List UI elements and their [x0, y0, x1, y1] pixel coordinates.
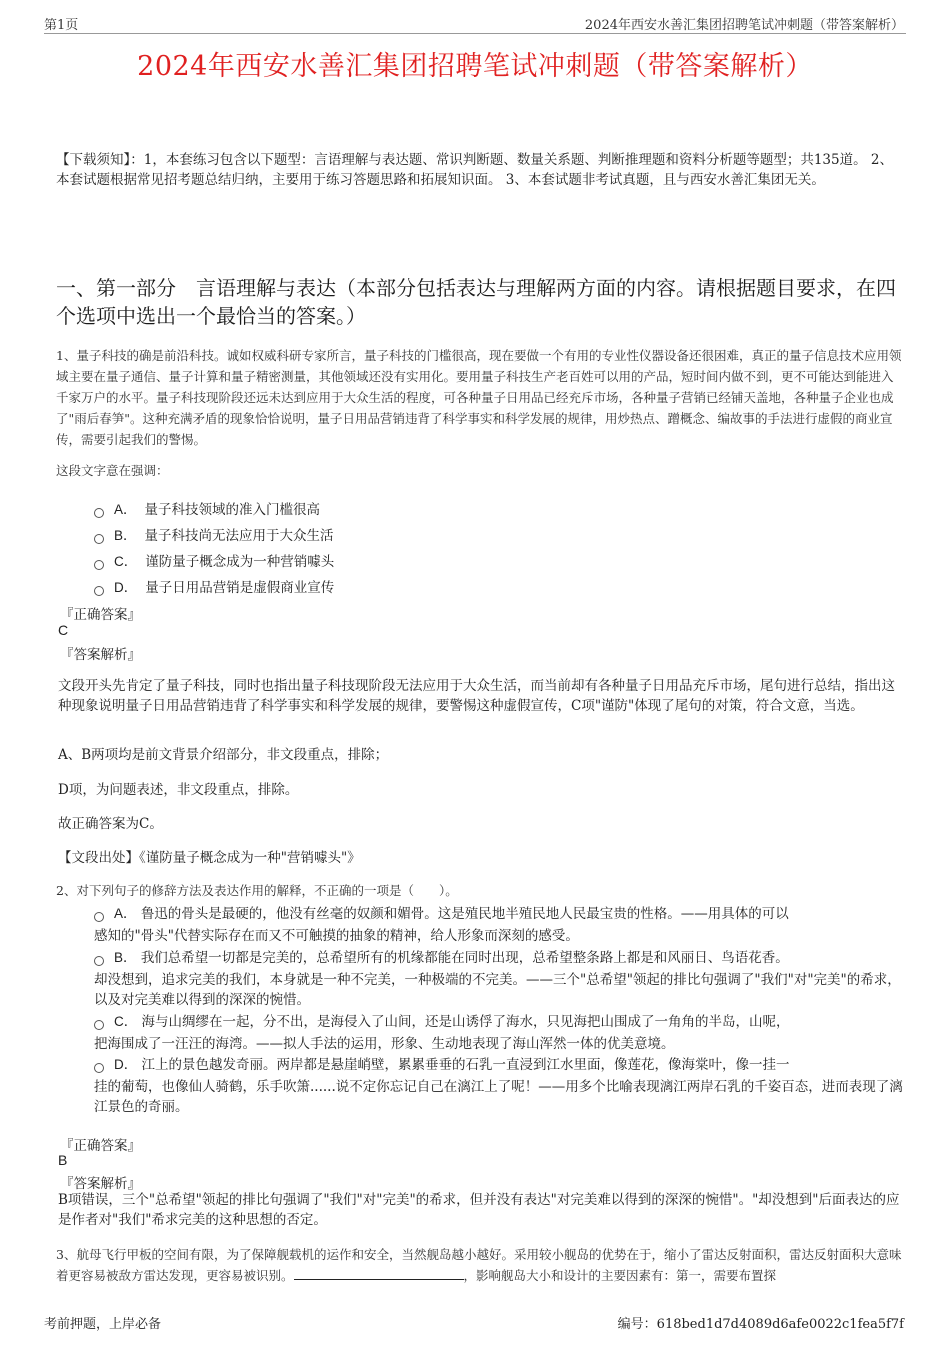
q2-option-c-continued: 把海围成了一汪汪的海湾。——拟人手法的运用，形象、生动地表现了海山浑然一体的优美意境。 — [94, 1036, 675, 1052]
download-notice: 【下载须知】：1，本套练习包含以下题型：言语理解与表达题、常识判断题、数量关系题、判断推理题和资料分析题等题型；共135道。 2、本套试题根据常见招考题总结归纳，主要用于练习答题思路和拓展知识面。 3、本套试题非考试真题，且与西安水善汇集团无关。 — [56, 152, 893, 188]
radio-icon[interactable] — [94, 912, 104, 922]
page-title: 2024年西安水善汇集团招聘笔试冲刺题（带答案解析） — [137, 51, 813, 82]
radio-icon[interactable] — [94, 956, 104, 966]
q1-option-b[interactable]: B． 量子科技尚无法应用于大众生活 — [94, 524, 334, 544]
q2-option-a[interactable]: A． 鲁迅的骨头是最硬的，他没有丝毫的奴颜和媚骨。这是殖民地半殖民地人民最宝贵的性格。——用具体的可以 — [94, 904, 904, 924]
q2-option-b-continued: 却没想到，追求完美的我们，本身就是一种不完美，一种极端的不完美。——三个"总希望"领起的排比句强调了"我们"对"完美"的希求，以及对完美难以得到的深深的惋惜。 — [94, 972, 901, 1008]
q1-option-d[interactable]: D． 量子日用品营销是虚假商业宣传 — [94, 576, 334, 596]
section-heading: 一、第一部分 言语理解与表达（本部分包括表达与理解两方面的内容。请根据题目要求，在四个选项中选出一个最恰当的答案。） — [56, 276, 896, 328]
q1-option-c[interactable]: C． 谨防量子概念成为一种营销噱头 — [94, 550, 334, 570]
q2-analysis-label: 『答案解析』 — [60, 1176, 141, 1192]
radio-icon[interactable] — [94, 586, 104, 596]
header-divider — [44, 33, 906, 34]
q1-answer: C — [58, 622, 69, 638]
q2-analysis: B项错误，三个"总希望"领起的排比句强调了"我们"对"完美"的希求，但并没有表达"对完美难以得到的深深的惋惜"。"却没想到"后面表达的应是作者对"我们"希求完美的这种思想的否定。 — [58, 1192, 900, 1228]
q2-option-a-continued: 感知的"骨头"代替实际存在而又不可触摸的抽象的精神，给人形象而深刻的感受。 — [94, 928, 579, 944]
q2-option-c[interactable]: C． 海与山绸缪在一起，分不出，是海侵入了山间，还是山诱俘了海水，只见海把山围成了一角角的半岛，山呢， — [94, 1012, 904, 1032]
q3-stem: 3、航母飞行甲板的空间有限，为了保障舰载机的运作和安全，当然舰岛越小越好。采用较小舰岛的优势在于，缩小了雷达反射面积，雷达反射面积大意味着更容易被敌方雷达发现，更容易被识别。 ，影响舰岛大小和设计的主要因素有：第一，需要布置探 — [56, 1247, 902, 1283]
q2-stem: 2、对下列句子的修辞方法及表达作用的解释，不正确的一项是（ ）。 — [56, 883, 458, 898]
q1-analysis-label: 『答案解析』 — [60, 647, 141, 663]
radio-icon[interactable] — [94, 508, 104, 518]
q1-answer-label: 『正确答案』 — [60, 607, 141, 623]
q2-option-d-continued: 挂的葡萄，也像仙人骑鹤，乐手吹箫......说不定你忘记自己在漓江上了呢！——用多个比喻表现漓江两岸石乳的千姿百态，进而表现了漓江景色的奇丽。 — [94, 1079, 903, 1115]
q1-source: 【文段出处】《谨防量子概念成为一种"营销噱头"》 — [58, 850, 361, 866]
q1-prompt: 这段文字意在强调： — [56, 463, 169, 478]
q2-answer: B — [58, 1152, 68, 1168]
footer-slogan: 考前押题，上岸必备 — [44, 1317, 162, 1332]
q2-option-d[interactable]: D． 江上的景色越发奇丽。两岸都是悬崖峭壁，累累垂垂的石乳一直浸到江水里面，像莲花，像海棠叶，像一挂一 — [94, 1055, 904, 1075]
radio-icon[interactable] — [94, 534, 104, 544]
q1-stem: 1、量子科技的确是前沿科技。诚如权威科研专家所言，量子科技的门槛很高，现在要做一个有用的专业性仪器设备还很困难，真正的量子信息技术应用领域主要在量子通信、量子计算和量子精密测量，其他领域还没有实用化。要用量子科技生产老百姓可以用的产品，短时间内做不到，更不可能达到能进入千家万户的水平。量子科技现阶段还远未达到应用于大众生活的程度，可各种量子日用品已经充斥市场，各种量子营销已经铺天盖地，各种量子企业也成了"雨后春笋"。这种充满矛盾的现象恰恰说明，量子日用品营销违背了科学事实和科学发展的规律，用炒热点、蹭概念、编故事的手法进行虚假的商业宣传，需要引起我们的警惕。 — [56, 348, 902, 447]
q2-option-b[interactable]: B． 我们总希望一切都是完美的，总希望所有的机缘都能在同时出现，总希望整条路上都是和风丽日、鸟语花香。 — [94, 948, 904, 968]
radio-icon[interactable] — [94, 1063, 104, 1073]
q1-option-a[interactable]: A． 量子科技领域的准入门槛很高 — [94, 498, 320, 518]
footer-doc-id: 编号：618bed1d7d4089d6afe0022c1fea5f7f — [617, 1317, 904, 1332]
q1-analysis-para-1: 文段开头先肯定了量子科技，同时也指出量子科技现阶段无法应用于大众生活，而当前却有各种量子日用品充斥市场，尾句进行总结，指出这种现象说明量子日用品营销违背了科学事实和科学发展的规律，要警惕这种虚假宣传，C项"谨防"体现了尾句的对策，符合文意，当选。 — [58, 678, 895, 714]
radio-icon[interactable] — [94, 560, 104, 570]
running-header: 2024年西安水善汇集团招聘笔试冲刺题（带答案解析） — [584, 18, 904, 33]
q2-answer-label: 『正确答案』 — [60, 1138, 141, 1154]
q1-analysis-para-2: A、B两项均是前文背景介绍部分，非文段重点，排除； — [58, 747, 389, 763]
q1-analysis-para-3: D项，为问题表述，非文段重点，排除。 — [58, 782, 299, 798]
fill-blank[interactable] — [294, 1267, 464, 1280]
q1-analysis-para-4: 故正确答案为C。 — [58, 816, 163, 832]
page-number: 第1页 — [44, 18, 79, 33]
radio-icon[interactable] — [94, 1020, 104, 1030]
